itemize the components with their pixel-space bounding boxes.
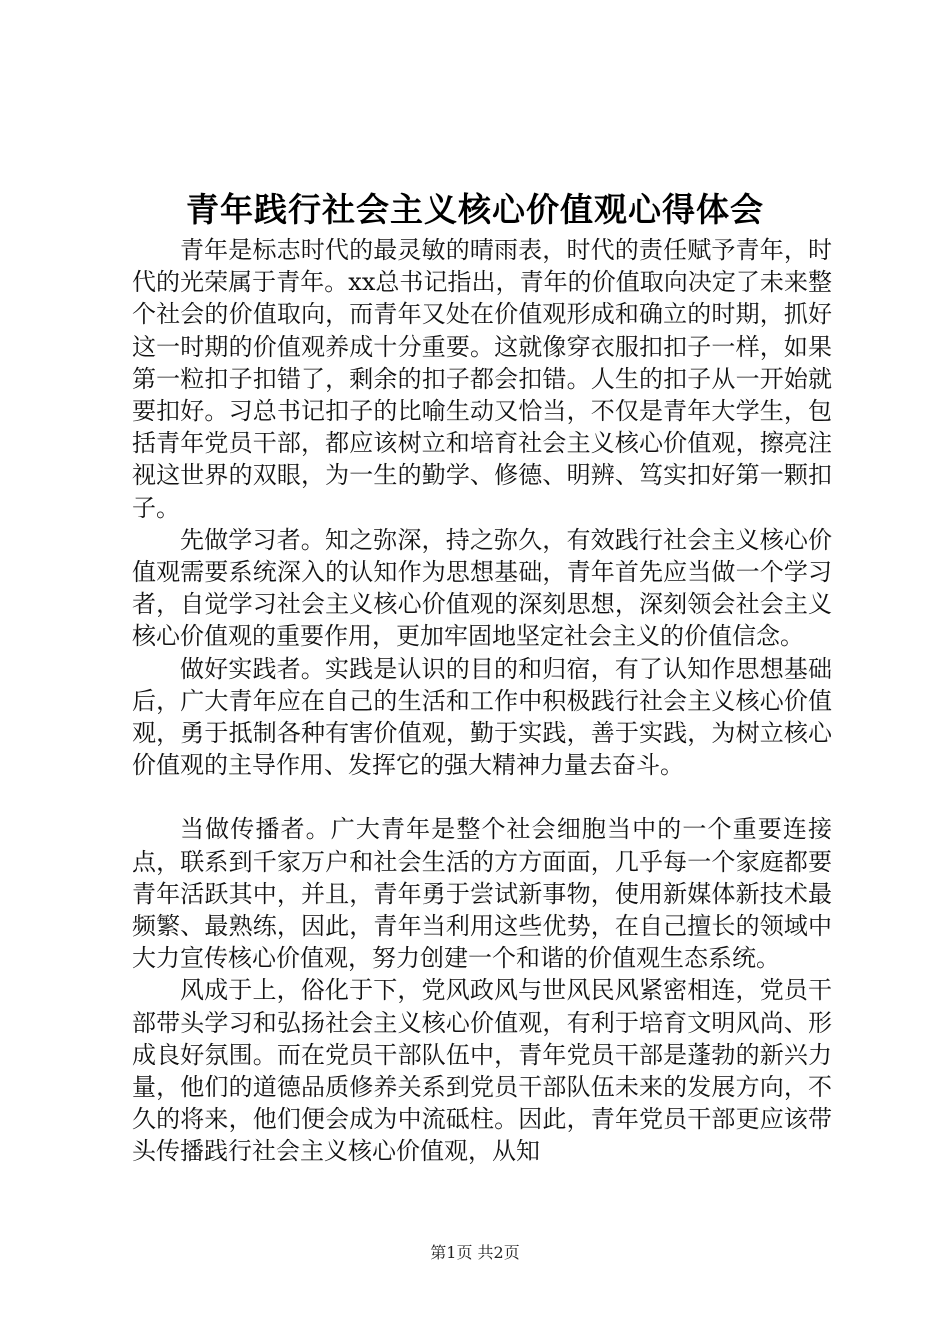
paragraph-intro: 青年是标志时代的最灵敏的晴雨表，时代的责任赋予青年，时代的光荣属于青年。xx总书记指出，青年的价值取向决定了未来整个社会的价值取向，而青年又处在价值观形成和确立的时期，抓好这一时期的价值观养成十分重要。这就像穿衣服扣扣子一样，如果第一粒扣子扣错了，剩余的扣子都会扣错。人生的扣子从一开始就要扣好。习总书记扣子的比喻生动又恰当，不仅是青年大学生，包括青年党员干部，都应该树立和培育社会主义核心价值观，擦亮注视这世界的双眼，为一生的勤学、修德、明辨、笃实扣好第一颗扣子。 <box>132 236 832 522</box>
document-title: 青年践行社会主义核心价值观心得体会 <box>186 190 764 229</box>
paragraph-cadres: 风成于上，俗化于下，党风政风与世风民风紧密相连，党员干部带头学习和弘扬社会主义核心价值观，有利于培育文明风尚、形成良好氛围。而在党员干部队伍中，青年党员干部是蓬勃的新兴力量，他们的道德品质修养关系到党员干部队伍未来的发展方向，不久的将来，他们便会成为中流砥柱。因此，青年党员干部更应该带头传播践行社会主义核心价值观，从知 <box>132 976 832 1166</box>
page-indicator: 第1页 共2页 <box>430 1243 520 1262</box>
paragraph-practitioner: 做好实践者。实践是认识的目的和归宿，有了认知作思想基础后，广大青年应在自己的生活和工作中积极践行社会主义核心价值观，勇于抵制各种有害价值观，勤于实践，善于实践，为树立核心价值观的主导作用、发挥它的强大精神力量去奋斗。 <box>132 654 832 780</box>
paragraph-disseminator: 当做传播者。广大青年是整个社会细胞当中的一个重要连接点，联系到千家万户和社会生活的方方面面，几乎每一个家庭都要青年活跃其中，并且，青年勇于尝试新事物，使用新媒体新技术最频繁、最熟练，因此，青年当利用这些优势，在自己擅长的领域中大力宣传核心价值观，努力创建一个和谐的价值观生态系统。 <box>132 815 832 973</box>
document-body <box>132 234 832 1168</box>
paragraph-learner: 先做学习者。知之弥深，持之弥久，有效践行社会主义核心价值观需要系统深入的认知作为思想基础，青年首先应当做一个学习者，自觉学习社会主义核心价值观的深刻思想，深刻领会社会主义核心价值观的重要作用，更加牢固地坚定社会主义的价值信念。 <box>132 525 832 651</box>
